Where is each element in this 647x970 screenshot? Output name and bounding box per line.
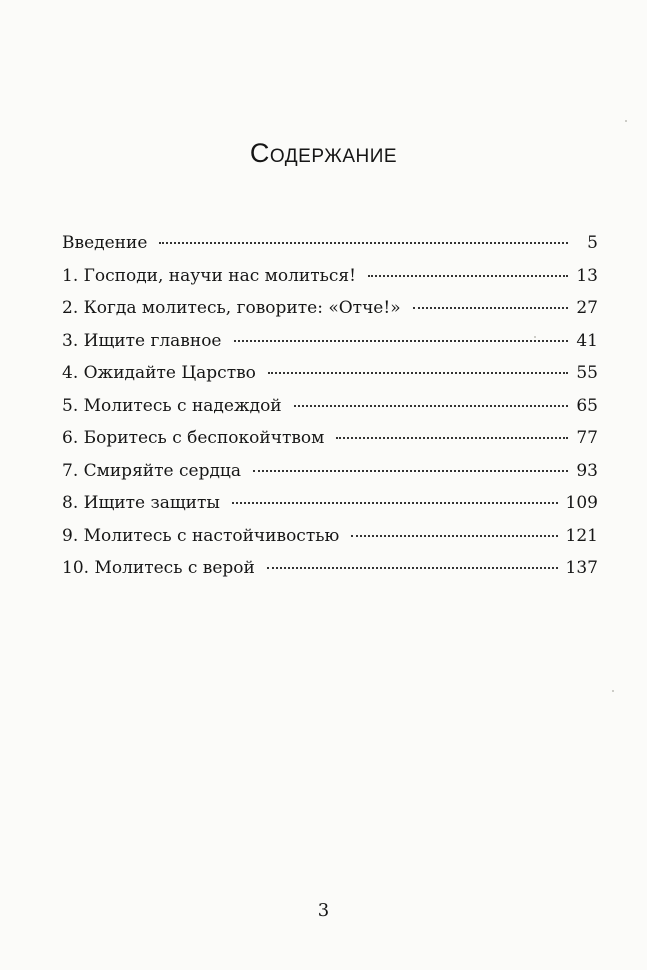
- toc-entry-label: 10. Молитесь с верой: [62, 558, 255, 578]
- toc-entry-label: 4. Ожидайте Царство: [62, 363, 256, 383]
- page-title: Содержание: [249, 138, 398, 168]
- scan-speck: [534, 336, 536, 338]
- toc-entry: [62, 360, 598, 393]
- page-number: 3: [317, 900, 330, 921]
- dot-leader: [413, 307, 568, 309]
- toc-entry: [62, 425, 598, 458]
- toc-entry-page: 65: [576, 395, 598, 416]
- scan-speck: [625, 120, 627, 122]
- toc-entry: [62, 523, 598, 556]
- toc-entry-page: 5: [587, 233, 598, 253]
- dot-leader: [268, 372, 568, 374]
- toc-entry: [62, 458, 598, 491]
- dot-leader: [336, 437, 568, 439]
- toc-entry-page: 13: [576, 265, 598, 286]
- toc-entry-page: 55: [576, 363, 598, 383]
- toc-entry-label: 2. Когда молитесь, говорите: «Отче!»: [62, 298, 401, 318]
- toc-entry-label: 9. Молитесь с настойчивостью: [62, 525, 340, 546]
- toc-entry-page: 137: [565, 558, 598, 578]
- toc-entry: [62, 393, 598, 426]
- toc-entry-page: 77: [576, 428, 598, 448]
- toc-entry-label: 3. Ищите главное: [62, 330, 222, 351]
- dot-leader: [234, 340, 569, 342]
- table-of-contents: [62, 230, 598, 588]
- dot-leader: [351, 535, 557, 537]
- toc-entry-label: Введение: [62, 233, 148, 253]
- toc-entry: [62, 328, 598, 361]
- toc-entry-label: 5. Молитесь с надеждой: [62, 395, 282, 416]
- toc-entry-page: 121: [565, 525, 598, 546]
- dot-leader: [159, 242, 568, 244]
- toc-entry-page: 41: [576, 330, 598, 351]
- dot-leader: [267, 567, 558, 569]
- toc-entry-page: 109: [565, 493, 598, 513]
- toc-entry-page: 27: [576, 298, 598, 318]
- toc-entry-label: 7. Смиряйте сердца: [62, 460, 241, 481]
- dot-leader: [294, 405, 568, 407]
- toc-entry: [62, 490, 598, 523]
- toc-entry-label: 1. Господи, научи нас молиться!: [62, 265, 356, 286]
- toc-entry-label: 8. Ищите защиты: [62, 493, 220, 513]
- dot-leader: [232, 502, 558, 504]
- toc-entry: [62, 555, 598, 588]
- dot-leader: [253, 470, 568, 472]
- scan-speck: [612, 690, 614, 692]
- toc-entry: [62, 263, 598, 296]
- dot-leader: [368, 275, 568, 277]
- toc-entry: [62, 295, 598, 328]
- toc-entry-label: 6. Боритесь с беспокойчтвом: [62, 428, 325, 448]
- toc-entry: [62, 230, 598, 263]
- toc-entry-page: 93: [576, 460, 598, 481]
